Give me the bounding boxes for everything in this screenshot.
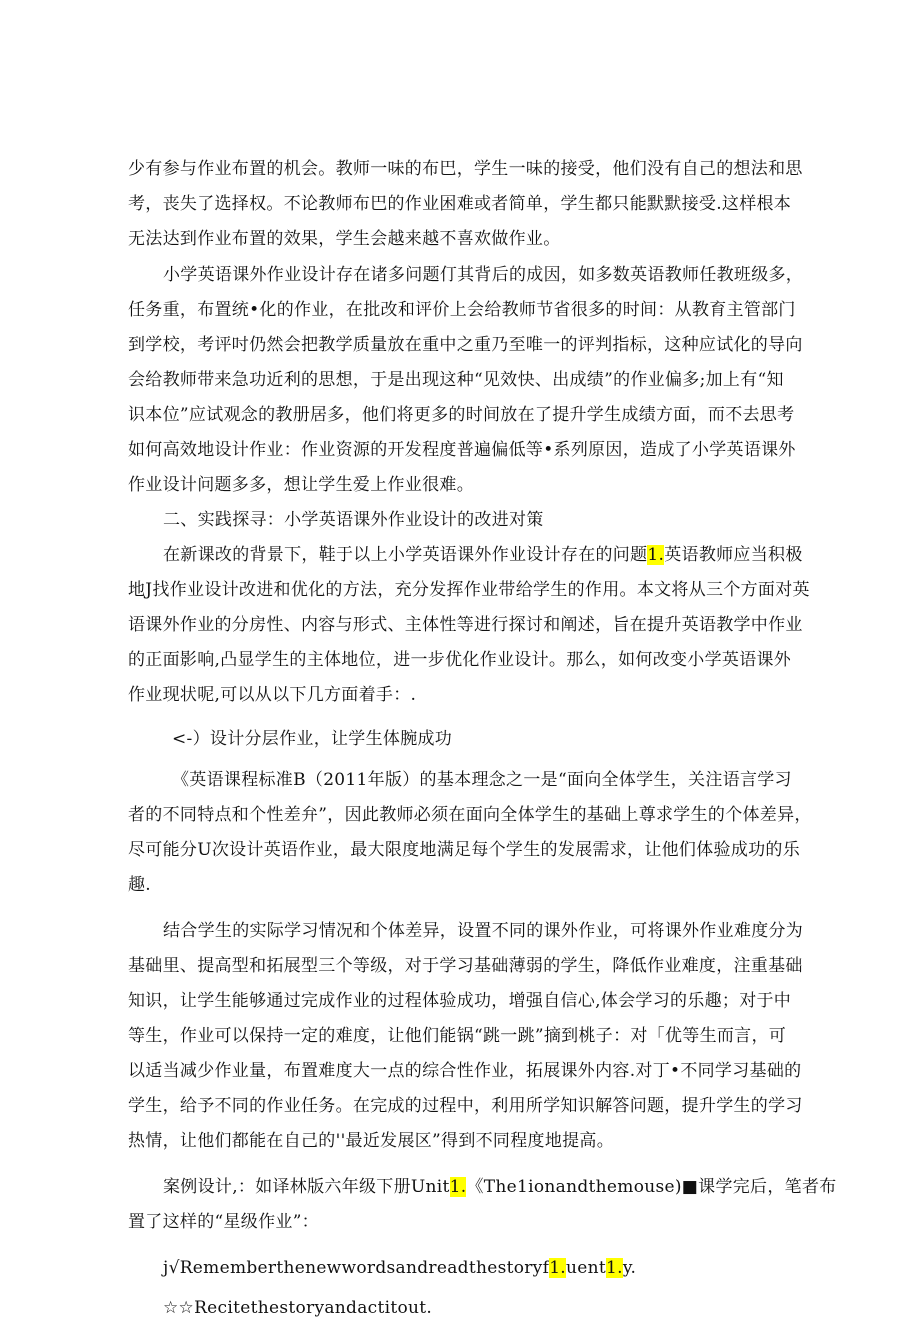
paragraph-line: 会给教师带来急功近利的思想，于是出现这种“见效快、出成绩”的作业偏多;加上有“知: [128, 370, 784, 390]
paragraph-line: 趣.: [128, 875, 152, 895]
highlighted-text: 1.: [647, 545, 665, 565]
text-segment: y.: [622, 1258, 637, 1278]
paragraph-line: 识本位”应试观念的教册居多，他们将更多的时间放在了提升学生成绩方面，而不去思考: [128, 405, 795, 425]
paragraph-line: 学生，给予不同的作业任务。在完成的过程中，利用所学知识解答问题，提升学生的学习: [128, 1096, 803, 1116]
paragraph-line: 无法达到作业布置的效果，学生会越来越不喜欢做作业。: [128, 229, 561, 249]
paragraph-line: 的正面影响,凸显学生的主体地位，进一步优化作业设计。那么，如何改变小学英语课外: [128, 650, 792, 670]
text-segment: j√Rememberthenewwordsandreadthestoryf: [163, 1258, 550, 1278]
paragraph-line: 小学英语课外作业设计存在诸多问题仃其背后的成因，如多数英语教师任教班级多，: [163, 265, 804, 285]
paragraph-line: 置了这样的“星级作业”：: [128, 1212, 319, 1232]
paragraph-line: 到学校，考评吋仍然会把教学质量放在重中之重乃至唯一的评判指标，这种应试化的导向: [128, 335, 803, 355]
paragraph-line: 尽可能分U次设计英语作业，最大限度地满足每个学生的发展需求，让他们体验成功的乐: [128, 840, 801, 860]
paragraph-line: 少有参与作业布置的机会。教师一味的布巴，学生一味的接受，他们没有自己的想法和思: [128, 159, 803, 179]
paragraph-line: 基础里、提高型和拓展型三个等级，对于学习基础薄弱的学生，降低作业难度，注重基础: [128, 956, 803, 976]
subsection-heading: <-）设计分层作业，让学生体腕成功: [172, 729, 453, 749]
star-item-2: ☆☆Recitethestoryandactitout.: [163, 1298, 433, 1318]
paragraph-line: 作业设计问题多多，想让学生爱上作业很难。: [128, 475, 474, 495]
paragraph-line: 以适当减少作业量，布置难度大一点的综合性作业，拓展课外内容.对丁•不同学习基础的: [128, 1061, 802, 1081]
paragraph-line: 知识，让学生能够通过完成作业的过程体验成功，增强自信心,体会学习的乐趣；对于中: [128, 991, 792, 1011]
highlighted-text: 1.: [449, 1177, 467, 1197]
highlighted-text: 1.: [606, 1258, 623, 1278]
text-segment: 英语教师应当积极: [664, 545, 803, 565]
paragraph-line: 作业现状呢,可以从以下几方面着手：.: [128, 685, 417, 705]
star-item-1: [163, 1257, 636, 1279]
paragraph-line: 热情，让他们都能在自己的''最近发展区”得到不同程度地提高。: [128, 1131, 615, 1151]
paragraph-line: [163, 1176, 837, 1198]
text-segment: uent: [566, 1258, 607, 1278]
paragraph-line: 如何高效地设计作业：作业资源的开发程度普遍偏低等•系列原因，造成了小学英语课外: [128, 440, 796, 460]
text-segment: 案例设计,：如译林版六年级下册Unit: [163, 1177, 450, 1197]
paragraph-line: 地J找作业设计改进和优化的方法，充分发挥作业带给学生的作用。本文将从三个方面对英: [128, 580, 810, 600]
text-segment: 《The1ionandthemouse)■课学完后，笔者布: [466, 1177, 837, 1197]
paragraph-line: 者的不同特点和个性差弁”，因此教师必须在面向全体学生的基础上尊求学生的个体差异，: [128, 805, 812, 825]
highlighted-text: 1.: [549, 1258, 567, 1278]
paragraph-line: 《英语课程标准B（2011年版）的基本理念之一是“面向全体学生，关注语言学习: [172, 770, 792, 790]
paragraph-line: [163, 544, 803, 566]
text-segment: 在新课改的背景下，鞋于以上小学英语课外作业设计存在的问题: [163, 545, 648, 565]
paragraph-line: 结合学生的实际学习情况和个体差异，设置不同的课外作业，可将课外作业难度分为: [163, 921, 804, 941]
section-heading: 二、实践探寻：小学英语课外作业设计的改进对策: [163, 510, 544, 530]
paragraph-line: 语课外作业的分房性、内容与形式、主体性等进行探讨和阐述，旨在提升英语教学中作业: [128, 615, 803, 635]
paragraph-line: 考，丧失了选择权。不论教师布巴的作业困难或者简单，学生都只能默默接受.这样根本: [128, 194, 792, 214]
paragraph-line: 任务重，布置统•化的作业，在批改和评价上会给教师节省很多的时间：从教育主管部门: [128, 300, 796, 320]
paragraph-line: 等生，作业可以保持一定的难度，让他们能锅“跳一跳”摘到桃子：对「优等生而言，可: [128, 1026, 787, 1046]
